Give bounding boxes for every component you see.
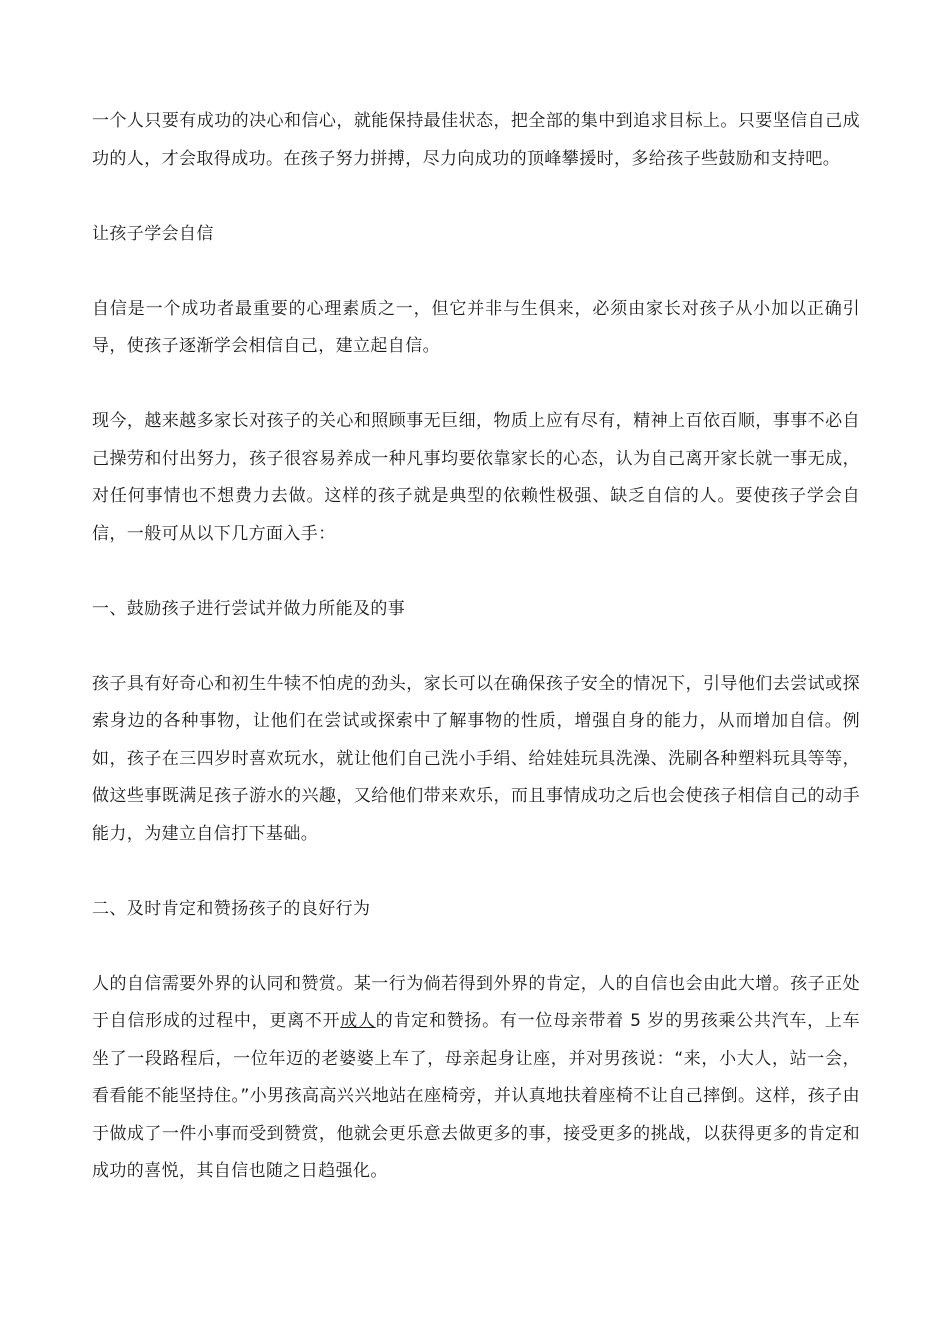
- paragraph-4: [92, 966, 860, 1191]
- document-page: [92, 103, 860, 1191]
- paragraph-1: 自信是一个成功者最重要的心理素质之一，但它并非与生俱来，必须由家长对孩子从小加以正确引导，使孩子逐渐学会相信自己，建立起自信。: [92, 298, 860, 356]
- spacer: [92, 628, 860, 666]
- spacer: [92, 928, 860, 966]
- spacer: [92, 253, 860, 291]
- section-title: 让孩子学会自信: [92, 223, 214, 244]
- spacer: [92, 553, 860, 591]
- paragraph-2: 现今，越来越多家长对孩子的关心和照顾事无巨细，物质上应有尽有，精神上百依百顺，事事不必自己操劳和付出努力，孩子很容易养成一种凡事均要依靠家长的心态，认为自己离开家长就一事无成，对任何事情也不想费力去做。这样的孩子就是典型的依赖性极强、缺乏自信的人。要使孩子学会自信，一般可从以下几方面入手：: [92, 411, 860, 544]
- spacer: [92, 853, 860, 891]
- spacer: [92, 178, 860, 216]
- intro-paragraph: 一个人只要有成功的决心和信心，就能保持最佳状态，把全部的集中到追求目标上。只要坚信自己成功的人，才会取得成功。在孩子努力拼搏，尽力向成功的顶峰攀援时，多给孩子些鼓励和支持吧。: [92, 111, 860, 169]
- heading-2: 二、及时肯定和赞扬孩子的良好行为: [92, 898, 371, 919]
- paragraph-4-text-start: 人的自信需要外界的认同和赞赏。某一行为倘若得到外界的肯定，人的自信也会由此大增。孩子正处于自信形成的过程中，更离不开: [92, 973, 860, 1031]
- heading-1: 一、鼓励孩子进行尝试并做力所能及的事: [92, 598, 406, 619]
- paragraph-3: 孩子具有好奇心和初生牛犊不怕虎的劲头，家长可以在确保孩子安全的情况下，引导他们去尝试或探索身边的各种事物，让他们在尝试或探索中了解事物的性质，增强自身的能力，从而增加自信。例如，孩子在三四岁时喜欢玩水，就让他们自己洗小手绢、给娃娃玩具洗澡、洗刷各种塑料玩具等等，做这些事既满足孩子游水的兴趣，又给他们带来欢乐，而且事情成功之后也会使孩子相信自己的动手能力，为建立自信打下基础。: [92, 673, 860, 844]
- adult-link[interactable]: 成人: [340, 1011, 376, 1031]
- paragraph-4-text-end: 的肯定和赞扬。有一位母亲带着 5 岁的男孩乘公共汽车，上车坐了一段路程后，一位年迈的老婆婆上车了，母亲起身让座，并对男孩说：“来，小大人，站一会，看看能不能坚持住。”小男孩高高兴兴地站在座椅旁，并认真地扶着座椅不让自己摔倒。这样，孩子由于做成了一件小事而受到赞赏，他就会更乐意去做更多的事，接受更多的挑战，以获得更多的肯定和成功的喜悦，其自信也随之日趋强化。: [92, 1011, 860, 1181]
- spacer: [92, 366, 860, 404]
